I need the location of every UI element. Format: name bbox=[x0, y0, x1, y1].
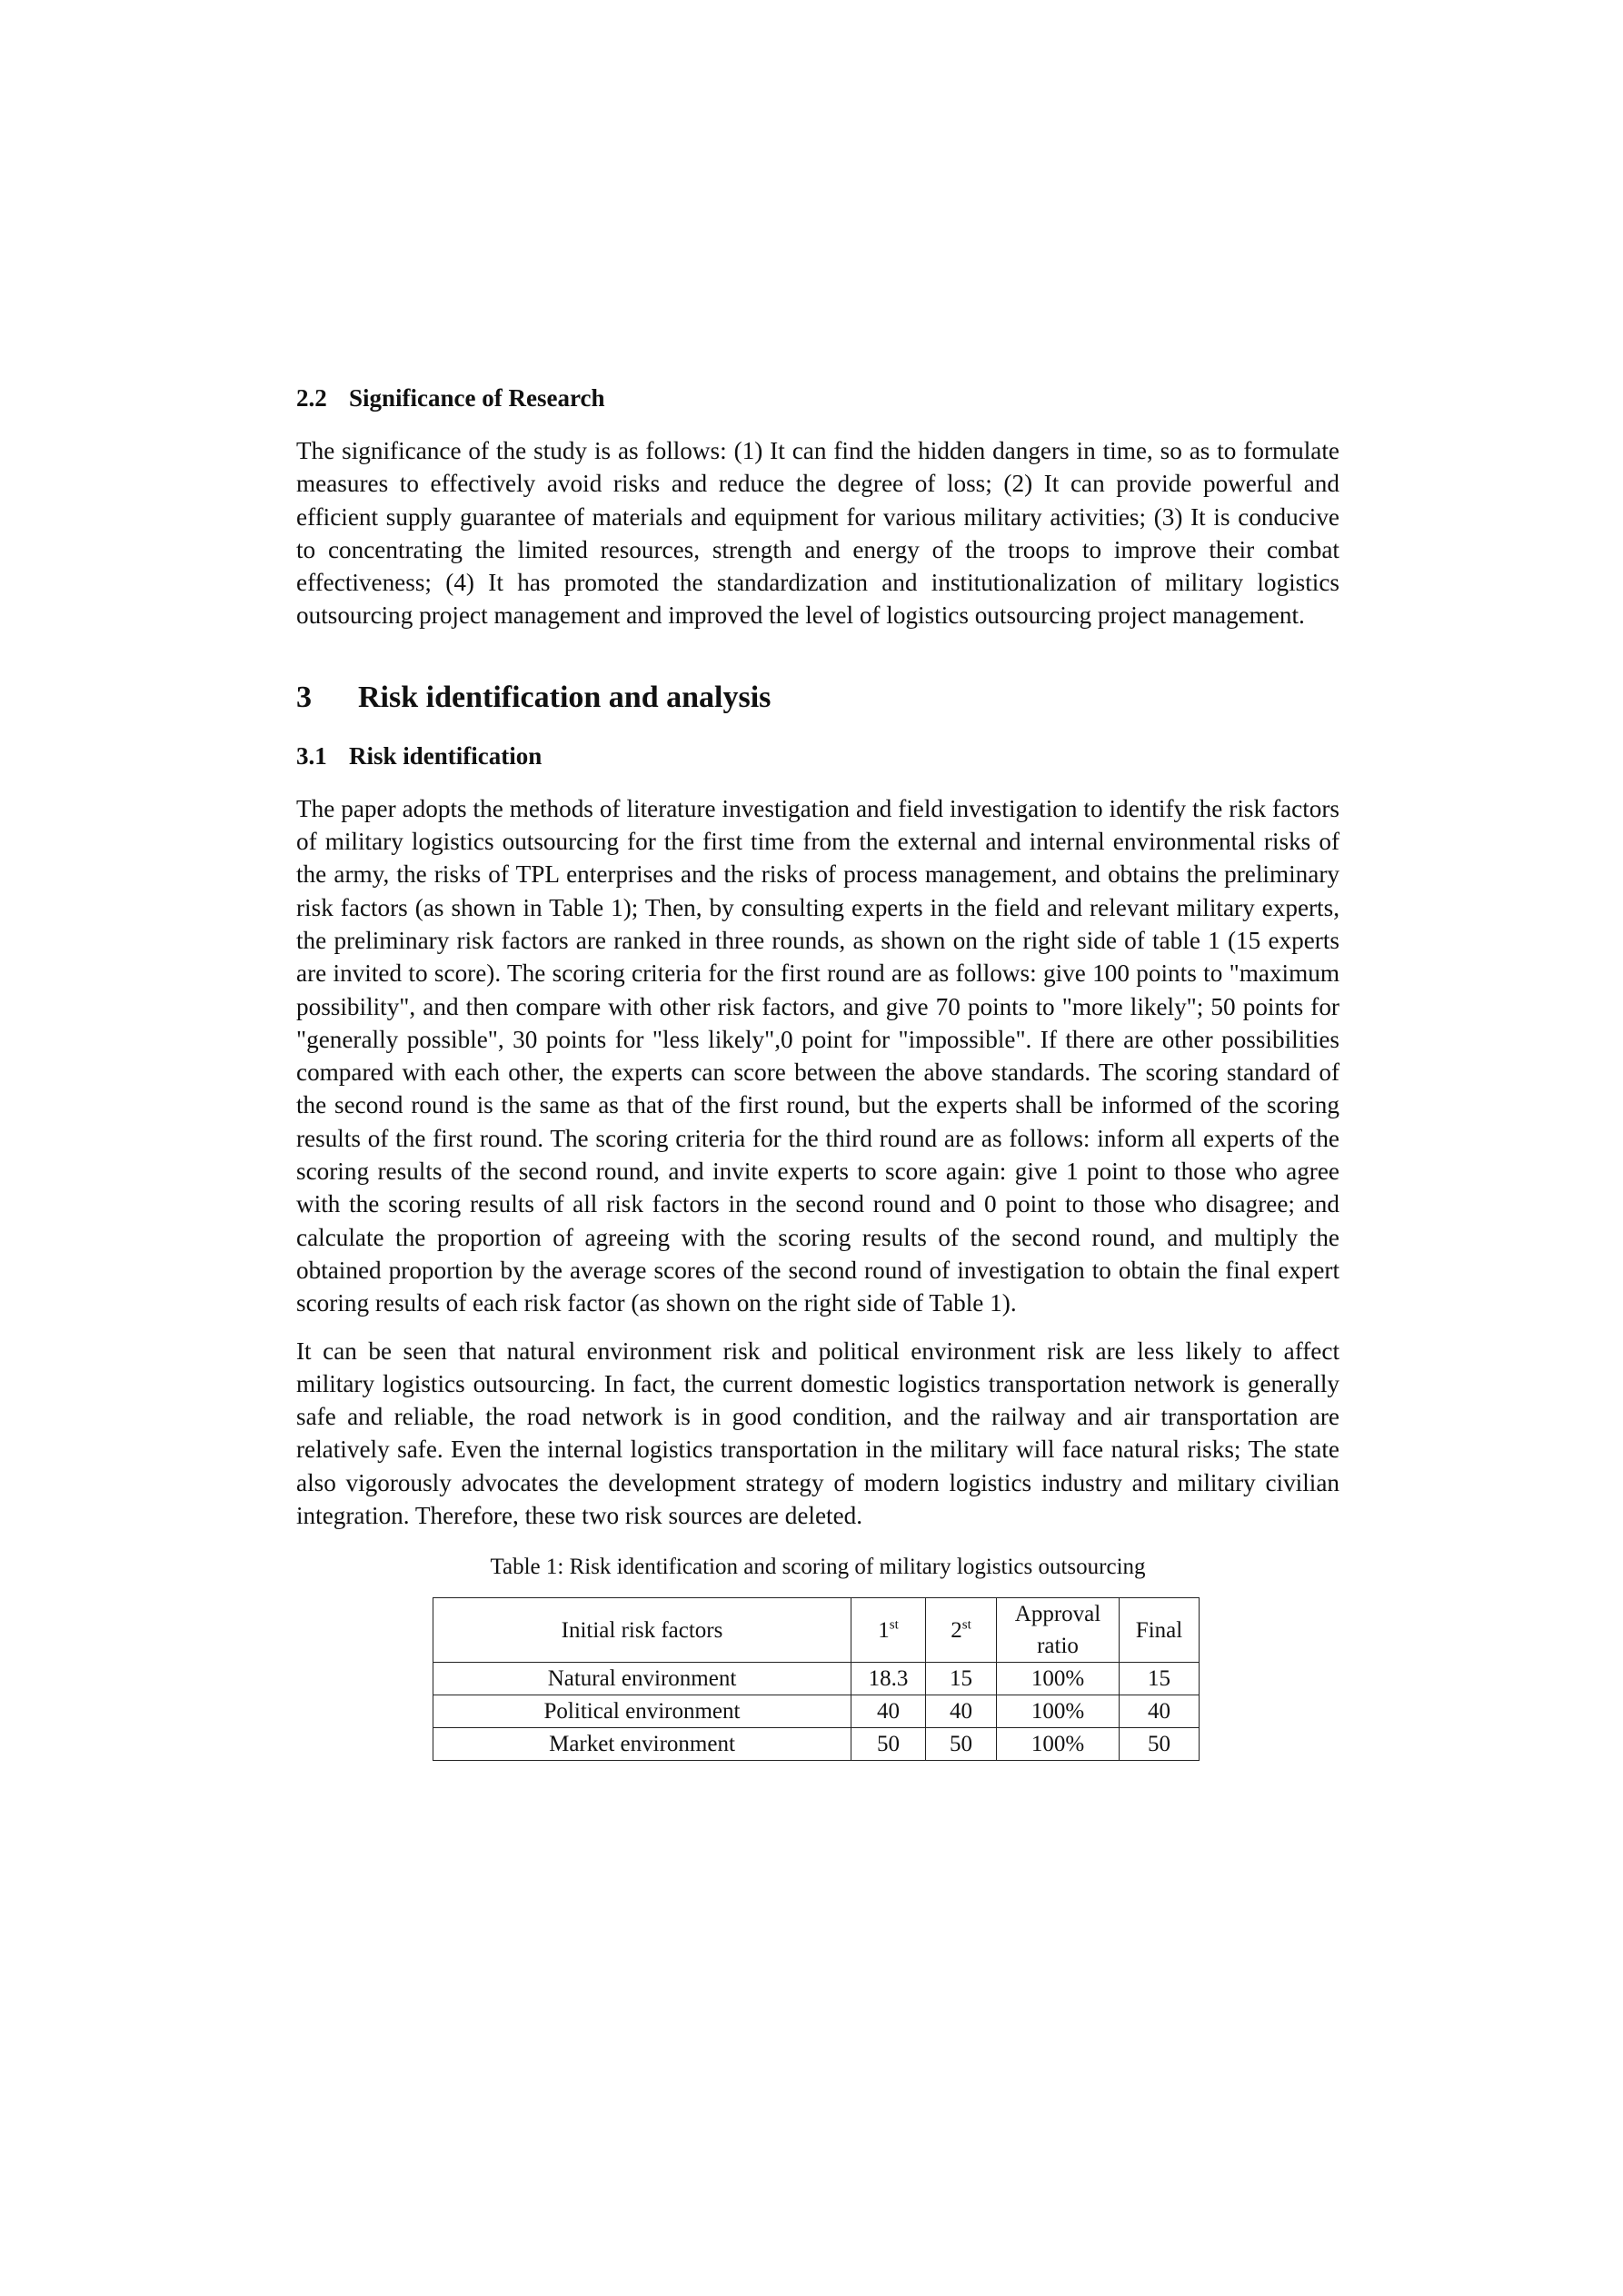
significance-paragraph: The significance of the study is as follows: (1) It can find the hidden dangers in time, so as to formulate measures to effectively avoid risks and reduce the degree of loss; (2) It can provide powerful and efficient supply guarantee of materials and equipment for various military activities; (3) It is conducive to concentrating the limited resources, strength and energy of the troops to improve their combat effectiveness; (4) It has promoted the standardization and institutionalization of military logistics outsourcing project management and improved the level of logistics outsourcing project management. bbox=[296, 437, 1339, 630]
cell-first-score: 40 bbox=[851, 1695, 926, 1728]
risk-identification-paragraph: The paper adopts the methods of literature investigation and field investigation to identify the risk factors of military logistics outsourcing for the first time from the external and internal environmental risks of the army, the risks of TPL enterprises and the risks of process management, and obtains the preliminary risk factors (as shown in Table 1); Then, by consulting experts in the field and relevant military experts, the preliminary risk factors are ranked in three rounds, as shown on the right side of table 1 (15 experts are invited to score). The scoring criteria for the first round are as follows: give 100 points to "maximum possibility", and then compare with other risk factors, and give 70 points to "more likely"; 50 points for "generally possible", 30 points for "less likely",0 point for "impossible". If there are other possibilities compared with each other, the experts can score between the above standards. The scoring standard of the second round is the same as that of the first round, but the experts shall be informed of the scoring results of the first round. The scoring criteria for the third round are as follows: inform all experts of the scoring results of the second round, and invite experts to score again: give 1 point to those who agree with the scoring results of all risk factors in the second round and 0 point to those who disagree; and calculate the proportion of agreeing with the scoring results of the second round, and multiply the obtained proportion by the average scores of the second round of investigation to obtain the final expert scoring results of each risk factor (as shown on the right side of Table 1). bbox=[296, 794, 1339, 1317]
section-title: Risk identification and analysis bbox=[358, 680, 772, 714]
section-number: 3 bbox=[296, 680, 312, 714]
table-header-row bbox=[433, 1598, 1200, 1663]
header-approval-ratio: Approval ratio bbox=[997, 1598, 1120, 1663]
cell-second-score: 50 bbox=[926, 1728, 997, 1761]
subsection-heading-2-2 bbox=[296, 382, 1339, 414]
section-heading-3 bbox=[296, 678, 1339, 718]
header-second-round: 2st bbox=[926, 1598, 997, 1663]
table-row bbox=[433, 1695, 1200, 1728]
subsection-number: 3.1 bbox=[296, 741, 327, 770]
header-first-round: 1st bbox=[851, 1598, 926, 1663]
subsection-title: Risk identification bbox=[349, 741, 543, 770]
cell-risk-factor: Natural environment bbox=[433, 1663, 851, 1695]
cell-first-score: 18.3 bbox=[851, 1663, 926, 1695]
cell-risk-factor: Market environment bbox=[433, 1728, 851, 1761]
cell-final-score: 15 bbox=[1120, 1663, 1200, 1695]
cell-first-score: 50 bbox=[851, 1728, 926, 1761]
risk-deletion-paragraph: It can be seen that natural environment risk and political environment risk are less likely to affect military logistics outsourcing. In fact, the current domestic logistics transportation network is generally safe and reliable, the road network is in good condition, and the railway and air transportation are relatively safe. Even the internal logistics transportation in the military will face natural risks; The state also vigorously advocates the development strategy of modern logistics industry and military civilian integration. Therefore, these two risk sources are deleted. bbox=[296, 1337, 1339, 1530]
cell-final-score: 40 bbox=[1120, 1695, 1200, 1728]
cell-approval-ratio: 100% bbox=[997, 1728, 1120, 1761]
risk-scoring-table bbox=[433, 1597, 1200, 1761]
subsection-heading-3-1 bbox=[296, 740, 1339, 772]
cell-final-score: 50 bbox=[1120, 1728, 1200, 1761]
paper-page bbox=[296, 382, 1339, 1761]
table-caption: Table 1: Risk identification and scoring of military logistics outsourcing bbox=[490, 1555, 1146, 1580]
subsection-number: 2.2 bbox=[296, 384, 327, 412]
table-row bbox=[433, 1728, 1200, 1761]
cell-risk-factor: Political environment bbox=[433, 1695, 851, 1728]
header-initial-risk-factors: Initial risk factors bbox=[433, 1598, 851, 1663]
cell-second-score: 15 bbox=[926, 1663, 997, 1695]
subsection-title: Significance of Research bbox=[349, 384, 605, 412]
header-final: Final bbox=[1120, 1598, 1200, 1663]
table-row bbox=[433, 1663, 1200, 1695]
cell-approval-ratio: 100% bbox=[997, 1663, 1120, 1695]
cell-second-score: 40 bbox=[926, 1695, 997, 1728]
cell-approval-ratio: 100% bbox=[997, 1695, 1120, 1728]
